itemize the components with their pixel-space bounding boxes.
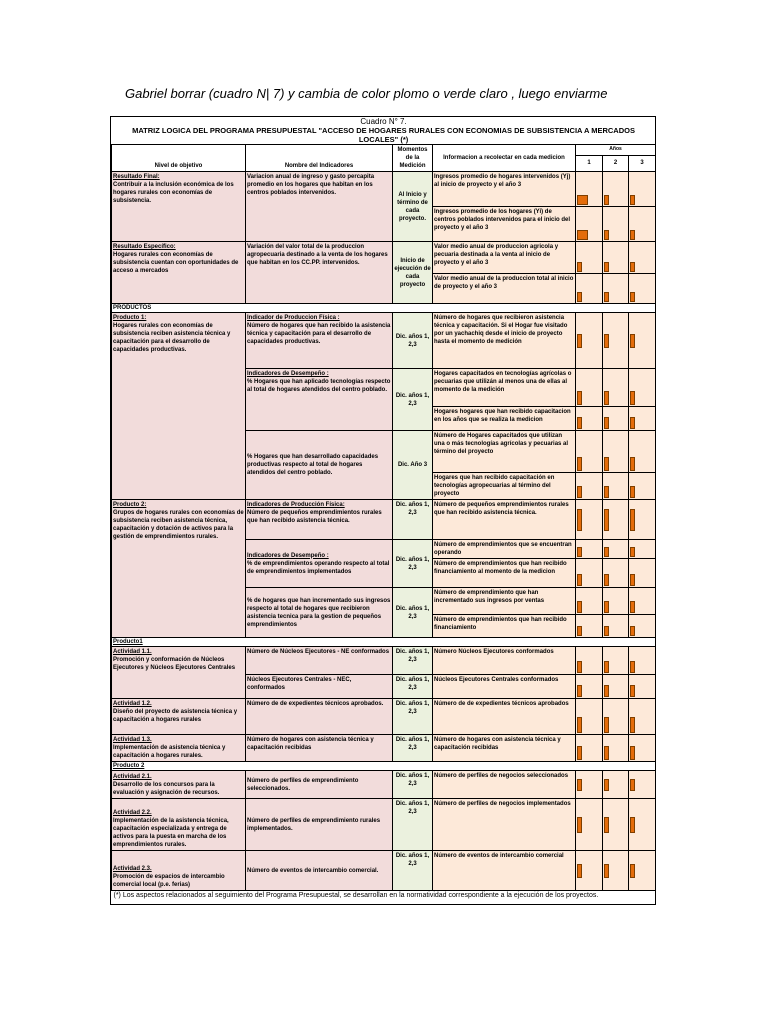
year-marker-cell — [629, 540, 656, 559]
year-marker-cell — [576, 407, 603, 431]
year-marker — [604, 457, 609, 471]
producto-1-cell: Producto 1: Hogares rurales con economías de subsistencia reciben asistencia técnica y capacitación para el desarrollo de capacidades productivas. — [112, 313, 246, 500]
header-anos: Años — [576, 145, 656, 156]
table-subtitle: MATRIZ LOGICA DEL PROGRAMA PRESUPUESTAL "ACCESO DE HOGARES RURALES CON ECONOMIAS DE SUBSISTENCIA A MERCADOS LOCALES" (*) — [132, 126, 635, 144]
producto-1-momento-1: Dic. años 1, 2,3 — [393, 313, 433, 369]
year-marker — [577, 779, 582, 791]
year-marker-cell — [576, 369, 603, 407]
year-marker-cell — [603, 369, 629, 407]
actividad-1-2-indicador: Número de de expedientes técnicos aprobados. — [246, 699, 393, 735]
year-marker-cell — [576, 559, 603, 588]
actividad-1-1-cell: Actividad 1.1. Promoción y conformación de Núcleos Ejecutores y Núcleos Ejecutores Centrales — [112, 647, 246, 699]
year-marker-cell — [576, 699, 603, 735]
year-marker — [577, 746, 582, 760]
year-marker — [630, 417, 635, 429]
actividad-2-1-indicador: Número de perfiles de emprendimiento seleccionados. — [246, 771, 393, 799]
productos-section-label: PRODUCTOS — [112, 304, 656, 313]
actividad-2-1-momento: Dic. años 1, 2,3 — [393, 771, 433, 799]
actividad-2-2-cell: Actividad 2.2. Implementación de la asistencia técnica, capacitación especializada y entrega de activos para la puesta en marcha de los emprendimientos rurales. — [112, 799, 246, 851]
year-marker-cell — [603, 588, 629, 615]
producto-2-info-3b: Número de emprendimientos que han recibido financiamiento — [433, 615, 576, 638]
year-marker — [630, 509, 635, 531]
year-marker-cell — [576, 588, 603, 615]
resultado-final-info-2: Ingresos promedio de los hogares (Yi) de centros poblados intervenidos para el inicio del proyecto y el año 3 — [433, 207, 576, 242]
year-marker-cell — [629, 675, 656, 699]
year-marker — [577, 262, 582, 272]
year-marker-cell — [603, 699, 629, 735]
year-marker — [577, 717, 582, 733]
year-marker — [604, 262, 609, 272]
actividad-1-2-info: Número de de expedientes técnicos aprobados — [433, 699, 576, 735]
year-marker-cell — [576, 313, 603, 369]
year-marker-cell — [629, 851, 656, 891]
resultado-especifico-info-2: Valor medio anual de la produccion total al inicio de proyecto y el año 3 — [433, 274, 576, 304]
year-marker — [604, 391, 609, 405]
resultado-especifico-momento: Inicio de ejecución de cada proyecto — [393, 242, 433, 304]
year-marker — [577, 547, 582, 557]
year-marker — [577, 509, 582, 531]
year-marker-cell — [576, 274, 603, 304]
year-marker — [604, 486, 609, 498]
table-title: Cuadro N° 7. — [360, 117, 407, 126]
header-info: Informacion a recolectar en cada medicion — [433, 145, 576, 172]
year-marker-cell — [603, 799, 629, 851]
producto-2-momento-2: Dic. años 1, 2,3 — [393, 540, 433, 588]
year-marker — [577, 195, 588, 205]
producto-1-info-1: Número de hogares que recibieron asistencia técnica y capacitación. Si el Hogar fue visitado por un yachachiq desde el inicio de proyecto hasta el momento de medición — [433, 313, 576, 369]
year-marker-cell — [576, 500, 603, 540]
year-marker-cell — [629, 699, 656, 735]
actividad-2-1-info: Número de perfiles de negocios seleccionados — [433, 771, 576, 799]
year-marker-cell — [576, 799, 603, 851]
year-marker — [630, 195, 635, 205]
year-marker — [604, 779, 609, 791]
year-marker-cell — [576, 172, 603, 207]
year-marker — [604, 509, 609, 531]
producto2-activities-label: Producto 2 — [112, 762, 656, 771]
resultado-especifico-indicador: Variación del valor total de la produccion agropecuaria destinado a la venta de los hogares que habitan en los CC.PP. intervenidos. — [246, 242, 393, 304]
header-year-1: 1 — [576, 155, 603, 171]
year-marker-cell — [576, 735, 603, 762]
year-marker — [604, 817, 609, 833]
year-marker-cell — [576, 851, 603, 891]
year-marker-cell — [629, 431, 656, 473]
actividad-1-3-indicador: Número de hogares con asistencia técnica y capacitación recibidas — [246, 735, 393, 762]
year-marker — [604, 626, 609, 636]
year-marker — [604, 661, 609, 673]
year-marker — [604, 230, 609, 240]
year-marker-cell — [629, 615, 656, 638]
actividad-2-2-indicador: Número de perfiles de emprendimiento rurales implementados. — [246, 799, 393, 851]
year-marker — [577, 292, 582, 302]
actividad-1-3-cell: Actividad 1.3. Implementación de asistencia técnica y capacitación a hogares rurales. — [112, 735, 246, 762]
year-marker — [577, 574, 582, 586]
year-marker — [630, 262, 635, 272]
actividad-2-2-info: Número de perfiles de negocios implementados — [433, 799, 576, 851]
producto1-activities-label: Producto1 — [112, 638, 656, 647]
actividad-2-3-indicador: Número de eventos de intercambio comercial. — [246, 851, 393, 891]
header-year-3: 3 — [629, 155, 656, 171]
year-marker-cell — [603, 473, 629, 500]
year-marker-cell — [603, 407, 629, 431]
year-marker — [604, 864, 609, 878]
actividad-1-1-info-2: Núcleos Ejecutores Centrales conformados — [433, 675, 576, 699]
year-marker — [577, 601, 582, 613]
year-marker-cell — [576, 431, 603, 473]
year-marker — [577, 864, 582, 878]
year-marker — [577, 457, 582, 471]
year-marker — [604, 746, 609, 760]
year-marker-cell — [629, 407, 656, 431]
year-marker-cell — [603, 675, 629, 699]
year-marker — [604, 601, 609, 613]
year-marker — [577, 391, 582, 405]
year-marker-cell — [629, 242, 656, 274]
year-marker-cell — [603, 242, 629, 274]
year-marker — [630, 230, 635, 240]
year-marker-cell — [603, 540, 629, 559]
actividad-1-2-cell: Actividad 1.2. Diseño del proyecto de asistencia técnica y capacitación a hogares rurales — [112, 699, 246, 735]
year-marker-cell — [576, 647, 603, 675]
year-marker — [630, 685, 635, 697]
year-marker-cell — [629, 313, 656, 369]
actividad-1-1-info-1: Número Núcleos Ejecutores conformados — [433, 647, 576, 675]
year-marker — [577, 230, 588, 240]
year-marker — [604, 195, 609, 205]
year-marker-cell — [629, 500, 656, 540]
year-marker-cell — [629, 771, 656, 799]
year-marker-cell — [576, 207, 603, 242]
year-marker-cell — [603, 274, 629, 304]
actividad-2-1-cell: Actividad 2.1. Desarrollo de los concursos para la evaluación y asignación de recursos. — [112, 771, 246, 799]
year-marker-cell — [603, 500, 629, 540]
producto-1-indicador-3: % Hogares que han desarrollado capacidades productivas respecto al total de hogares atendidos del centro poblado. — [246, 431, 393, 500]
year-marker-cell — [603, 647, 629, 675]
actividad-1-1-indicador-1: Número de Núcleos Ejecutores - NE conformados — [246, 647, 393, 675]
resultado-especifico-info-1: Valor medio anual de produccion agricola y pecuaria destinada a la venta al inicio de proyecto y el año 3 — [433, 242, 576, 274]
year-marker-cell — [629, 473, 656, 500]
year-marker — [577, 685, 582, 697]
year-marker-cell — [603, 615, 629, 638]
producto-2-info-3a: Número de emprendimiento que han incrementado sus ingresos por ventas — [433, 588, 576, 615]
year-marker — [604, 717, 609, 733]
year-marker-cell — [629, 559, 656, 588]
actividad-1-1-indicador-2: Núcleos Ejecutores Centrales - NEC, conformados — [246, 675, 393, 699]
actividad-1-3-momento: Dic. años 1, 2,3 — [393, 735, 433, 762]
year-marker — [604, 547, 609, 557]
year-marker — [630, 574, 635, 586]
producto-2-indicador-2: Indicadores de Desempeño : % de emprendimientos operando respecto al total de emprendimientos implementados — [246, 540, 393, 588]
year-marker — [630, 779, 635, 791]
header-nivel: Nivel de objetivo — [112, 145, 246, 172]
year-marker — [630, 391, 635, 405]
producto-2-momento-1: Dic. años 1, 2,3 — [393, 500, 433, 540]
year-marker-cell — [603, 771, 629, 799]
year-marker-cell — [629, 735, 656, 762]
actividad-2-3-info: Número de eventos de intercambio comercial — [433, 851, 576, 891]
year-marker — [630, 817, 635, 833]
producto-2-info-2a: Número de emprendimientos que se encuentran operando — [433, 540, 576, 559]
producto-1-info-2b: Hogares hogares que han recibido capacitacion en los años que se realiza la medicion — [433, 407, 576, 431]
producto-1-indicador-2: Indicadores de Desempeño : % Hogares que han aplicado tecnologías respecto al total de hogares atendidos del centro poblado. — [246, 369, 393, 431]
producto-1-info-3a: Número de Hogares capacitados que utilizan una o más tecnologías agrícolas y pecuarias al término del proyecto — [433, 431, 576, 473]
header-momentos: Momentos de la Medición — [393, 145, 433, 172]
instruction-note: Gabriel borrar (cuadro N| 7) y cambia de color plomo o verde claro , luego enviarme — [125, 86, 608, 101]
year-marker-cell — [629, 799, 656, 851]
year-marker — [630, 626, 635, 636]
header-year-2: 2 — [603, 155, 629, 171]
year-marker — [630, 292, 635, 302]
year-marker — [577, 817, 582, 833]
year-marker-cell — [576, 675, 603, 699]
year-marker-cell — [603, 207, 629, 242]
year-marker — [577, 417, 582, 429]
year-marker — [577, 661, 582, 673]
year-marker — [604, 417, 609, 429]
year-marker-cell — [576, 771, 603, 799]
year-marker — [577, 626, 582, 636]
producto-2-info-1: Número de pequeños emprendimientos rurales que han recibido asistencia técnica. — [433, 500, 576, 540]
year-marker — [604, 292, 609, 302]
year-marker — [604, 685, 609, 697]
producto-2-cell: Producto 2: Grupos de hogares rurales con economías de subsistencia reciben asistencia técnica, capacitación y dotación de activos para la gestión de emprendimientos rurales. — [112, 500, 246, 638]
year-marker — [577, 486, 582, 498]
year-marker-cell — [603, 172, 629, 207]
actividad-1-1-momento-2: Dic. años 1, 2,3 — [393, 675, 433, 699]
resultado-final-momento: Al Inicio y término de cada proyecto. — [393, 172, 433, 242]
year-marker-cell — [629, 207, 656, 242]
producto-2-indicador-3: % de hogares que han incrementado sus ingresos respecto al total de hogares que recibieron asistencia tecnica para la gestion de pequeños emprendimientos — [246, 588, 393, 638]
year-marker — [630, 661, 635, 673]
year-marker — [630, 864, 635, 878]
actividad-2-3-cell: Actividad 2.3. Promoción de espacios de intercambio comercial local (p.e. ferias) — [112, 851, 246, 891]
actividad-1-2-momento: Dic. años 1, 2,3 — [393, 699, 433, 735]
year-marker — [604, 574, 609, 586]
year-marker — [630, 457, 635, 471]
producto-1-info-2a: Hogares capacitados en tecnologías agrícolas o pecuarias que utilizán al menos una de ellas al momento de la medición — [433, 369, 576, 407]
producto-1-indicador-1: Indicador de Produccion Física : Número de hogares que han recibido la asistencia técnica y capacitación para el desarrollo de capacidades productivas. — [246, 313, 393, 369]
year-marker-cell — [603, 851, 629, 891]
header-indicadores: Nombre del Indicadores — [246, 145, 393, 172]
actividad-1-3-info: Número de hogares con asistencia técnica y capacitación recibidas — [433, 735, 576, 762]
year-marker-cell — [603, 559, 629, 588]
year-marker-cell — [629, 274, 656, 304]
year-marker — [630, 746, 635, 760]
year-marker-cell — [576, 615, 603, 638]
year-marker-cell — [629, 369, 656, 407]
actividad-1-1-momento-1: Dic. años 1, 2,3 — [393, 647, 433, 675]
producto-1-momento-2: Dic. años 1, 2,3 — [393, 369, 433, 431]
producto-2-indicador-1: Indicadores de Producción Física: Número de pequeños emprendimientos rurales que han recibido asistencia técnica. — [246, 500, 393, 540]
year-marker-cell — [603, 431, 629, 473]
year-marker — [577, 334, 582, 348]
year-marker-cell — [629, 172, 656, 207]
producto-1-info-3b: Hogares que han recibido capacitación en tecnologías agropecuarias al término del proyecto — [433, 473, 576, 500]
year-marker — [604, 334, 609, 348]
resultado-final-info-1: Ingresos promedio de hogares intervenidos (Yj) al inicio de proyecto y el año 3 — [433, 172, 576, 207]
year-marker — [630, 717, 635, 733]
year-marker-cell — [603, 313, 629, 369]
actividad-2-3-momento: Dic. años 1, 2,3 — [393, 851, 433, 891]
year-marker — [630, 334, 635, 348]
producto-2-momento-3: Dic. años 1, 2,3 — [393, 588, 433, 638]
year-marker-cell — [629, 588, 656, 615]
resultado-especifico-cell: Resultado Específico: Hogares rurales con economías de subsistencia cuentan con oportunidades de acceso a mercados — [112, 242, 246, 304]
year-marker-cell — [576, 540, 603, 559]
logic-matrix-frame — [110, 116, 656, 905]
producto-2-info-2b: Número de emprendimientos que han recibido financiamiento al momento de la medicion — [433, 559, 576, 588]
resultado-final-cell: Resultado Final: Contribuir a la inclusión económica de los hogares rurales con economías de subsistencia. — [112, 172, 246, 242]
footnote: (*) Los aspectos relacionados al seguimiento del Programa Presupuestal, se desarrollan en la normatividad correspondiente a la ejecución de los proyectos. — [113, 892, 599, 899]
logic-matrix-table — [111, 117, 656, 903]
year-marker-cell — [629, 647, 656, 675]
year-marker-cell — [576, 242, 603, 274]
actividad-2-2-momento: Dic. años 1, 2,3 — [393, 799, 433, 851]
year-marker-cell — [576, 473, 603, 500]
year-marker — [630, 601, 635, 613]
year-marker — [630, 486, 635, 498]
resultado-final-indicador: Variacion anual de ingreso y gasto percapita promedio en los hogares que habitan en los centros poblados intervenidos. — [246, 172, 393, 242]
producto-1-momento-3: Dic. Año 3 — [393, 431, 433, 500]
year-marker — [630, 547, 635, 557]
year-marker-cell — [603, 735, 629, 762]
